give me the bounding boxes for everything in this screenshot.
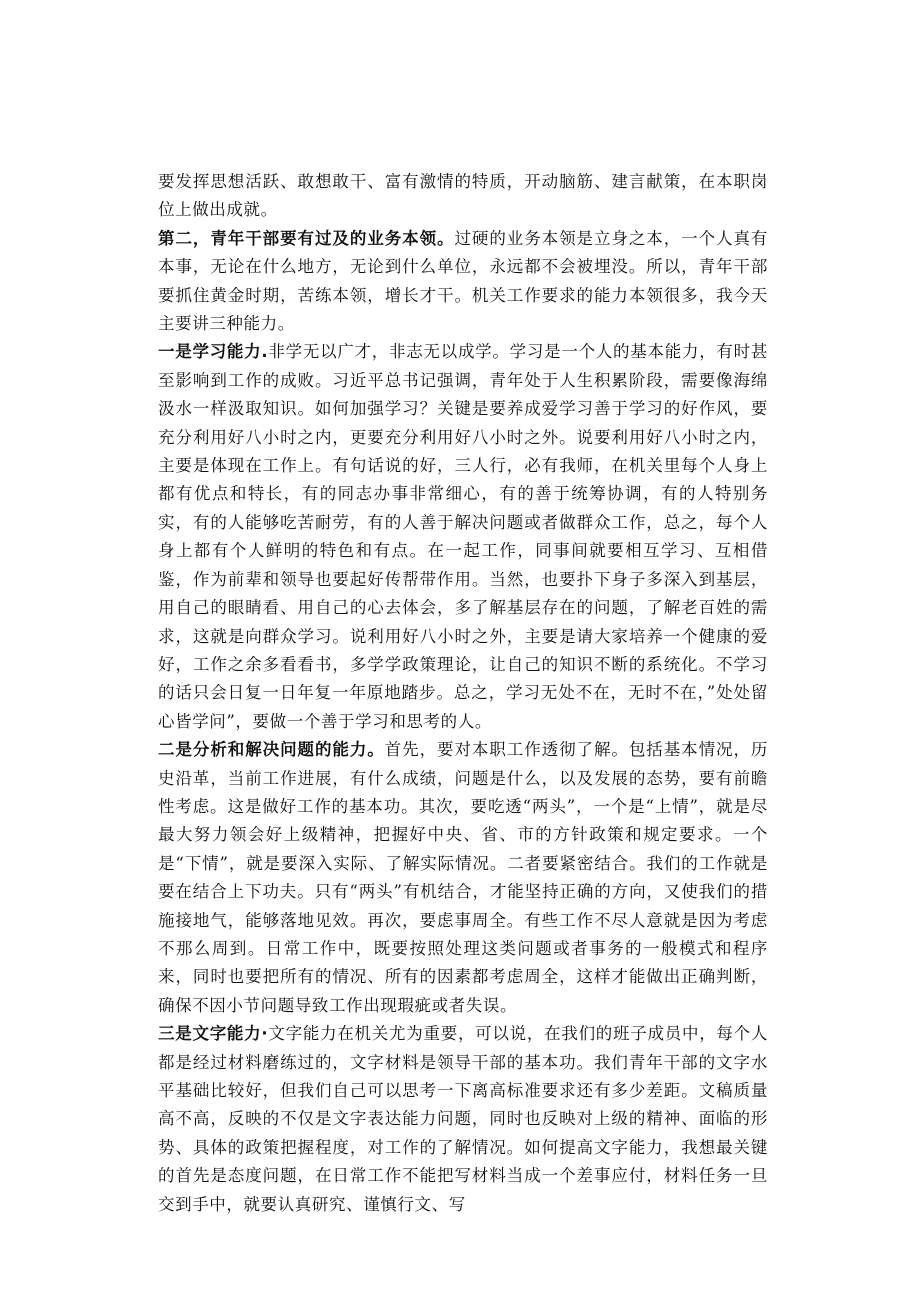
writing-ability-heading: 三是文字能力·: [158, 1024, 269, 1044]
paragraph-learning-ability: [158, 338, 768, 736]
writing-ability-text: 文字能力在机关尤为重要，可以说，在我们的班子成员中，每个人都是经过材料磨练过的，文字材料是领导干部的基本功。我们青年干部的文字水平基础比较好，但我们自己可以思考一下离高标准要求还有多少差距。文稿质量高不高，反映的不仅是文字表达能力问题，同时也反映对上级的精神、面临的形势、具体的政策把握程度，对工作的了解情况。如何提高文字能力，我想最关键的首先是态度问题，在日常工作不能把写材料当成一个差事应付，材料任务一旦交到手中，就要认真研究、谨慎行文、写: [158, 1024, 768, 1214]
paragraph-writing-ability: [158, 1020, 768, 1219]
learning-ability-text: 非学无以广才，非志无以成学。学习是一个人的基本能力，有时甚至影响到工作的成败。习近平总书记强调，青年处于人生积累阶段，需要像海绵汲水一样汲取知识。如何加强学习？关键是要养成爱学习善于学习的好作风，要充分利用好八小时之内，更要充分利用好八小时之外。说要利用好八小时之内，主要是体现在工作上。有句话说的好，三人行，必有我师，在机关里每个人身上都有优点和特长，有的同志办事非常细心，有的善于统筹协调，有的人特别务实，有的人能够吃苦耐劳，有的人善于解决问题或者做群众工作，总之，每个人身上都有个人鲜明的特色和有点。在一起工作，同事间就要相互学习、互相借鉴，作为前辈和领导也要起好传帮带作用。当然，也要扑下身子多深入到基层，用自己的眼睛看、用自己的心去体会，多了解基层存在的问题，了解老百姓的需求，这就是向群众学习。说利用好八小时之外，主要是请大家培养一个健康的爱好，工作之余多看看书，多学学政策理论，让自己的知识不断的系统化。不学习的话只会日复一日年复一年原地踏步。总之，学习无处不在，无时不在，”处处留心皆学问”，要做一个善于学习和思考的人。: [158, 342, 768, 731]
paragraph-intro: [158, 168, 768, 225]
section-two-text: 过硬的业务本领是立身之本，一个人真有本事，无论在什么地方，无论到什么单位，永远都不会被埋没。所以，青年干部要抓住黄金时期，苦练本领，增长才干。机关工作要求的能力本领很多，我今天主要讲三种能力。: [158, 228, 768, 334]
paragraph-problem-solving: [158, 736, 768, 1020]
problem-solving-text: 首先，要对本职工作透彻了解。包括基本情况，历史沿革，当前工作进展，有什么成绩，问题是什么，以及发展的态势，要有前瞻性考虑。这是做好工作的基本功。其次，要吃透“两头”，一个是“上情”，就是尽最大努力领会好上级精神，把握好中央、省、市的方针政策和规定要求。一个是“下情”，就是要深入实际、了解实际情况。二者要紧密结合。我们的工作就是要在结合上下功夫。只有“两头”有机结合，才能坚持正确的方向，又使我们的措施接地气，能够落地见效。再次，要虑事周全。有些工作不尽人意就是因为考虑不那么周到。日常工作中，既要按照处理这类问题或者事务的一般模式和程序来，同时也要把所有的情况、所有的因素都考虑周全，这样才能做出正确判断，确保不因小节问题导致工作出现瑕疵或者失误。: [158, 740, 768, 1015]
section-two-heading: 第二，青年干部要有过及的业务本领。: [158, 228, 455, 248]
document-body: [158, 168, 768, 1219]
paragraph-section-two: [158, 225, 768, 339]
paragraph-intro-text: 要发挥思想活跃、敢想敢干、富有激情的特质，开动脑筋、建言献策，在本职岗位上做出成就。: [158, 172, 768, 220]
learning-ability-heading: 一是学习能力.: [158, 342, 269, 362]
problem-solving-heading: 二是分析和解决问题的能力。: [158, 740, 385, 760]
